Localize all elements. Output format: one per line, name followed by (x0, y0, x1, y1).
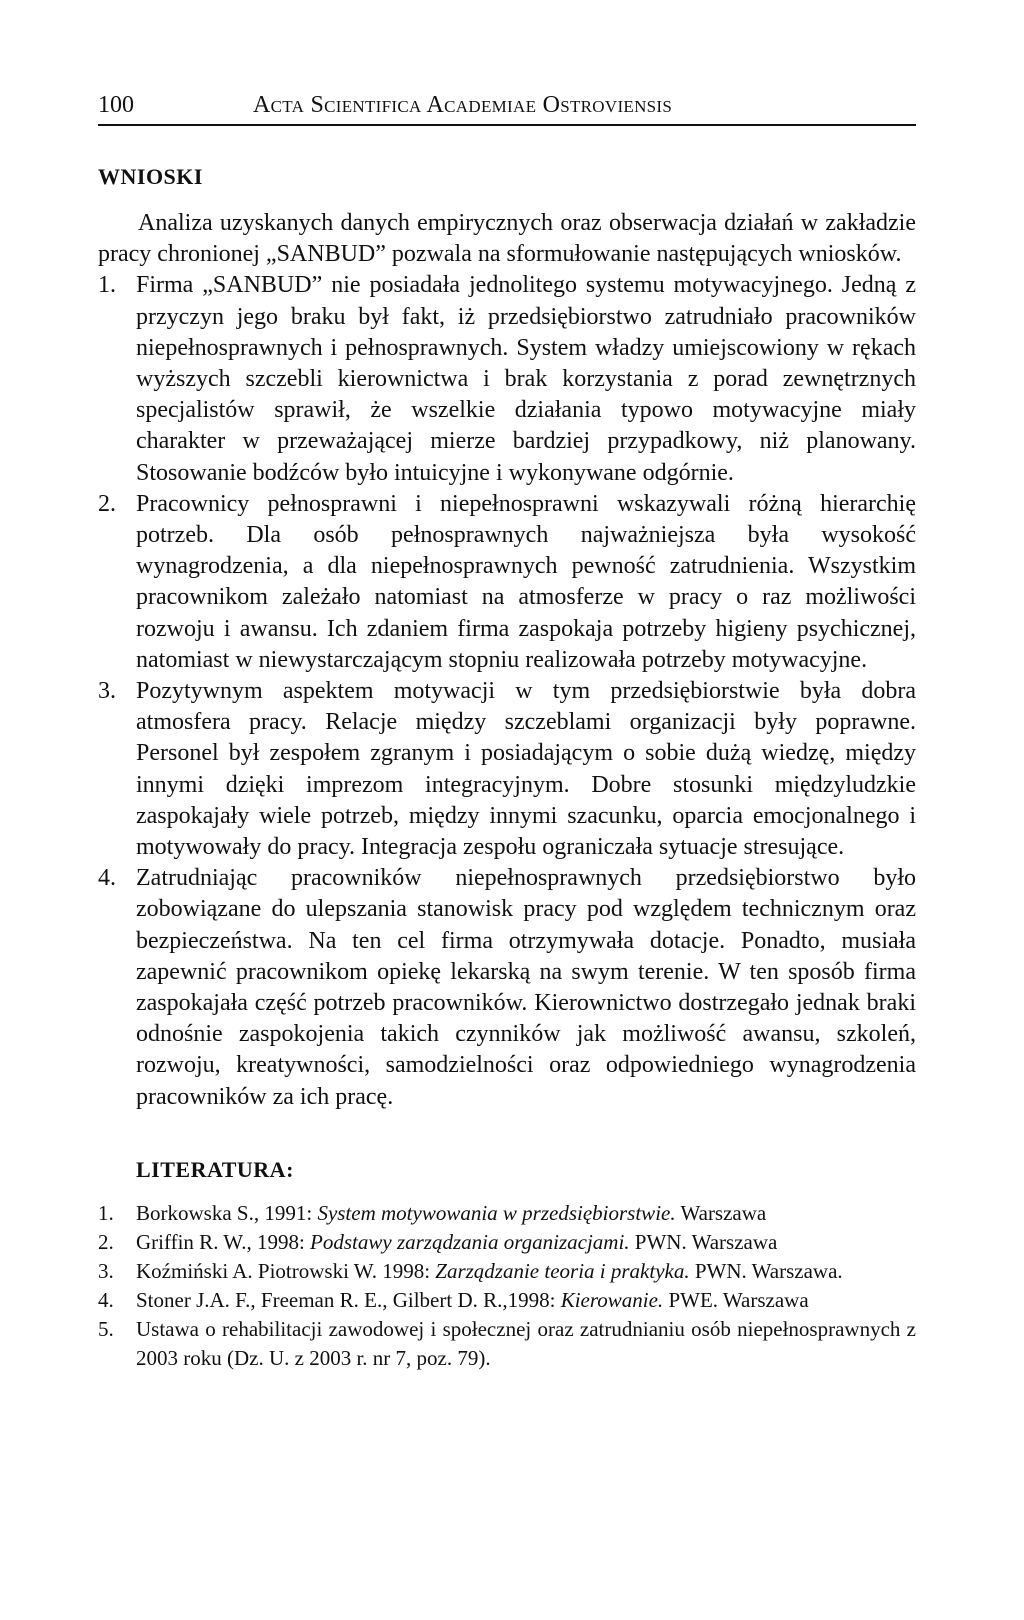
reference-number: 3. (98, 1258, 114, 1283)
page-header (98, 84, 916, 126)
conclusion-text: Pracownicy pełnosprawni i niepełnosprawni wskazywali różną hierarchię potrzeb. Dla osób pełnosprawnych najważniejsza była wysokość wynagrodzenia, a dla niepełnosprawnych pewność zatrudnienia. Wszystkim pracownikom zależało natomiast na atmosferze w pracy o raz możliwości rozwoju i awansu. Ich zdaniem firma zaspokaja potrzeby higieny psychicznej, natomiast w niewystarczającym stopniu realizowała potrzeby motywacyjne. (136, 490, 916, 673)
conclusion-item (98, 270, 916, 488)
conclusion-number: 3. (98, 678, 116, 705)
literature-heading: LITERATURA: (136, 1156, 294, 1182)
reference-publisher: PWE. Warszawa (663, 1287, 809, 1312)
conclusions-list (98, 270, 916, 1112)
reference-title: Podstawy zarządzania organizacjami. (310, 1229, 630, 1254)
conclusion-item (98, 676, 916, 863)
reference-number: 1. (98, 1200, 114, 1225)
reference-item (98, 1286, 916, 1315)
reference-item (98, 1228, 916, 1257)
page-number: 100 (98, 92, 134, 118)
reference-authors: Borkowska S., 1991: (136, 1200, 318, 1225)
reference-item (98, 1257, 916, 1286)
references-list (98, 1199, 916, 1373)
reference-title: Zarządzanie teoria i praktyka. (435, 1258, 690, 1283)
conclusions-body (98, 208, 916, 1113)
reference-item (98, 1199, 916, 1228)
conclusion-number: 2. (98, 490, 116, 517)
reference-number: 4. (98, 1287, 114, 1312)
reference-title: System motywowania w przedsiębiorstwie. (317, 1200, 676, 1225)
journal-page (98, 84, 916, 1373)
conclusion-text: Zatrudniając pracowników niepełnosprawnych przedsiębiorstwo było zobowiązane do ulepszania stanowisk pracy pod względem technicznym oraz bezpieczeństwa. Na ten cel firma otrzymywała dotacje. Ponadto, musiała zapewnić pracownikom opiekę lekarską na swym terenie. W ten sposób firma zaspokajała część potrzeb pracowników. Kierownictwo dostrzegało jednak braki odnośnie zaspokojenia takich czynników jak możliwość awansu, szkoleń, rozwoju, kreatywności, samodzielności oraz odpowiedniego wynagrodzenia pracowników za ich pracę. (136, 865, 916, 1110)
reference-item (98, 1315, 916, 1373)
conclusion-item (98, 863, 916, 1113)
conclusion-number: 1. (98, 272, 116, 299)
conclusion-item (98, 489, 916, 676)
reference-authors: Stoner J.A. F., Freeman R. E., Gilbert D. R.,1998: (136, 1287, 561, 1312)
conclusions-intro: Analiza uzyskanych danych empirycznych oraz obserwacja działań w zakładzie pracy chronionej „SANBUD” pozwala na sformułowanie następujących wniosków. (98, 210, 916, 268)
reference-text: Ustawa o rehabilitacji zawodowej i społecznej oraz zatrudnianiu osób niepełnosprawnych z 2003 roku (Dz. U. z 2003 r. nr 7, poz. 79). (136, 1316, 916, 1370)
reference-publisher: Warszawa (675, 1200, 767, 1225)
reference-publisher: PWN. Warszawa (629, 1229, 778, 1254)
running-title: Acta Scientifica Academiae Ostroviensis (253, 92, 673, 118)
reference-authors: Griffin R. W., 1998: (136, 1229, 311, 1254)
reference-number: 2. (98, 1229, 114, 1254)
reference-title: Kierowanie. (560, 1287, 664, 1312)
conclusion-number: 4. (98, 865, 116, 892)
reference-number: 5. (98, 1316, 114, 1341)
conclusions-heading: WNIOSKI (98, 164, 203, 189)
reference-authors: Koźmiński A. Piotrowski W. 1998: (136, 1258, 436, 1283)
conclusion-text: Firma „SANBUD” nie posiadała jednolitego systemu motywacyjnego. Jedną z przyczyn jego braku był fakt, iż przedsiębiorstwo zatrudniało pracowników niepełnosprawnych i pełnosprawnych. System władzy umiejscowiony w rękach wyższych szczebli kierownictwa i brak korzystania z porad zewnętrznych specjalistów sprawił, że wszelkie działania typowo motywacyjne miały charakter w przeważającej mierze bardziej przypadkowy, niż planowany. Stosowanie bodźców było intuicyjne i wykonywane odgórnie. (136, 272, 916, 486)
conclusion-text: Pozytywnym aspektem motywacji w tym przedsiębiorstwie była dobra atmosfera pracy. Relacje między szczeblami organizacji były poprawne. Personel był zespołem zgranym i posiadającym o sobie dużą wiedzę, między innymi dzięki imprezom integracyjnym. Dobre stosunki międzyludzkie zaspokajały wiele potrzeb, między innymi szacunku, oparcia emocjonalnego i motywowały do pracy. Integracja zespołu ograniczała sytuacje stresujące. (136, 678, 916, 861)
reference-publisher: PWN. Warszawa. (689, 1258, 843, 1283)
